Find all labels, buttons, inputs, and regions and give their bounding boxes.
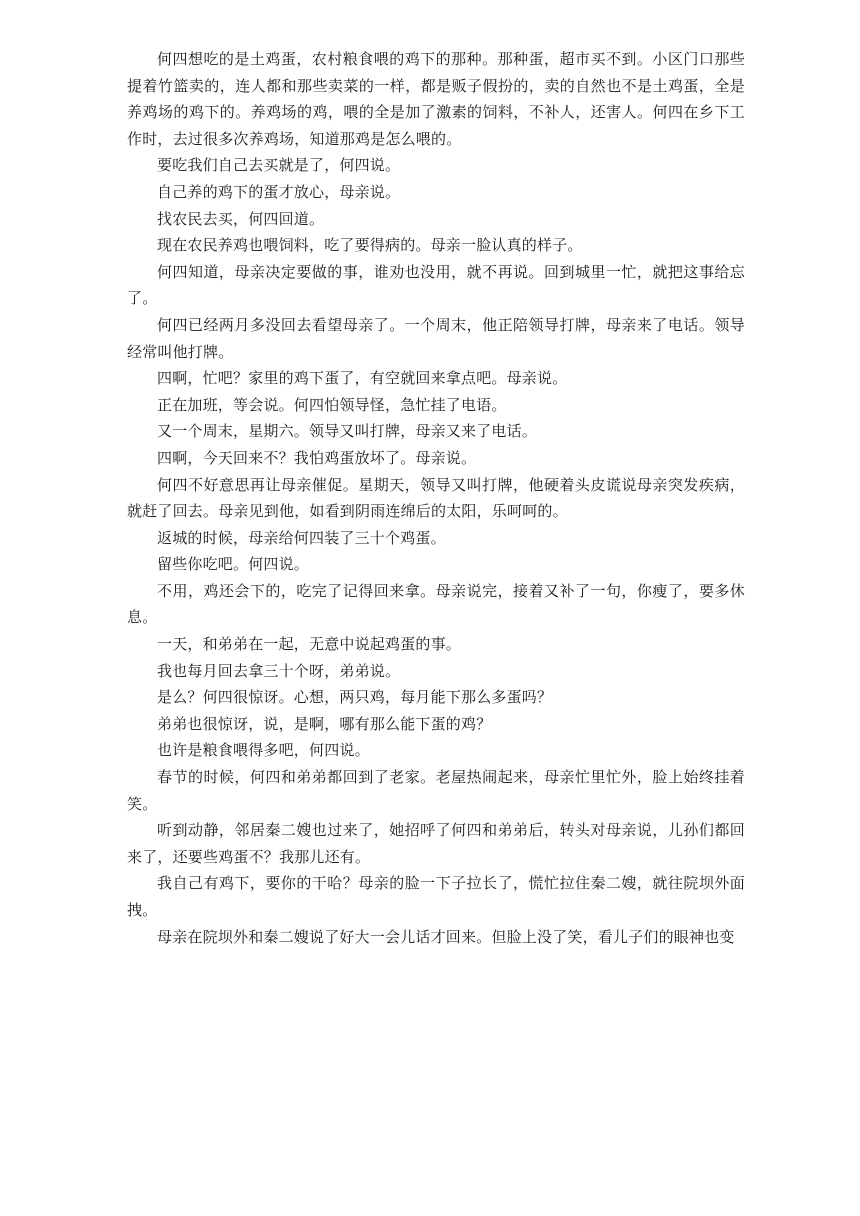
paragraph: 是么？何四很惊讶。心想，两只鸡，每月能下那么多蛋吗？ [157,688,553,707]
paragraph: 现在农民养鸡也喂饲料，吃了要得病的。母亲一脸认真的样子。 [157,236,583,255]
paragraph: 母亲在院坝外和秦二嫂说了好大一会儿话才回来。但脸上没了笑，看儿子们的眼神也变 [157,927,735,946]
paragraph: 我也每月回去拿三十个呀，弟弟说。 [157,661,401,680]
paragraph: 何四想吃的是土鸡蛋，农村粮食喂的鸡下的那种。那种蛋，超市买不到。小区门口那些提着竹篮卖的，连人都和那些卖菜的一样，都是贩子假扮的，卖的自然也不是土鸡蛋，全是养鸡场的鸡下的。养鸡场的鸡，喂的全是加了激素的饲料，不补人，还害人。何四在乡下工作时，去过很多次养鸡场，知道那鸡是怎么喂的。 [127,50,745,148]
document-page [127,46,745,950]
paragraph: 春节的时候，何四和弟弟都回到了老家。老屋热闹起来，母亲忙里忙外，脸上始终挂着笑。 [127,768,745,813]
paragraph: 自己养的鸡下的蛋才放心，母亲说。 [157,182,401,201]
paragraph: 弟弟也很惊讶，说，是啊，哪有那么能下蛋的鸡？ [157,714,492,733]
paragraph: 也许是粮食喂得多吧，何四说。 [157,741,370,760]
paragraph: 返城的时候，母亲给何四装了三十个鸡蛋。 [157,528,446,547]
paragraph: 听到动静，邻居秦二嫂也过来了，她招呼了何四和弟弟后，转头对母亲说，儿孙们都回来了，还要些鸡蛋不？我那儿还有。 [127,821,745,866]
paragraph: 四啊，忙吧？家里的鸡下蛋了，有空就回来拿点吧。母亲说。 [157,369,568,388]
paragraph: 一天，和弟弟在一起，无意中说起鸡蛋的事。 [157,635,462,654]
paragraph: 四啊，今天回来不？我怕鸡蛋放坏了。母亲说。 [157,448,477,467]
paragraph: 不用，鸡还会下的，吃完了记得回来拿。母亲说完，接着又补了一句，你瘦了，要多休息。 [127,581,745,627]
paragraph: 找农民去买，何四回道。 [157,209,325,228]
paragraph: 我自己有鸡下，要你的干哈？母亲的脸一下子拉长了，慌忙拉住秦二嫂，就往院坝外面拽。 [127,874,745,919]
paragraph: 何四知道，母亲决定要做的事，谁劝也没用，就不再说。回到城里一忙，就把这事给忘了。 [127,262,745,308]
paragraph: 正在加班，等会说。何四怕领导怪，急忙挂了电语。 [157,395,507,414]
paragraph: 留些你吃吧。何四说。 [157,555,310,574]
paragraph: 何四不好意思再让母亲催促。星期天，领导又叫打牌，他硬着头皮谎说母亲突发疾病，就赶了回去。母亲见到他，如看到阴雨连绵后的太阳，乐呵呵的。 [127,475,745,521]
paragraph: 又一个周末，星期六。领导又叫打牌，母亲又来了电话。 [157,422,538,441]
paragraph: 何四已经两月多没回去看望母亲了。一个周末，他正陪领导打牌，母亲来了电话。领导经常叫他打牌。 [127,315,745,361]
paragraph: 要吃我们自己去买就是了，何四说。 [157,156,401,175]
